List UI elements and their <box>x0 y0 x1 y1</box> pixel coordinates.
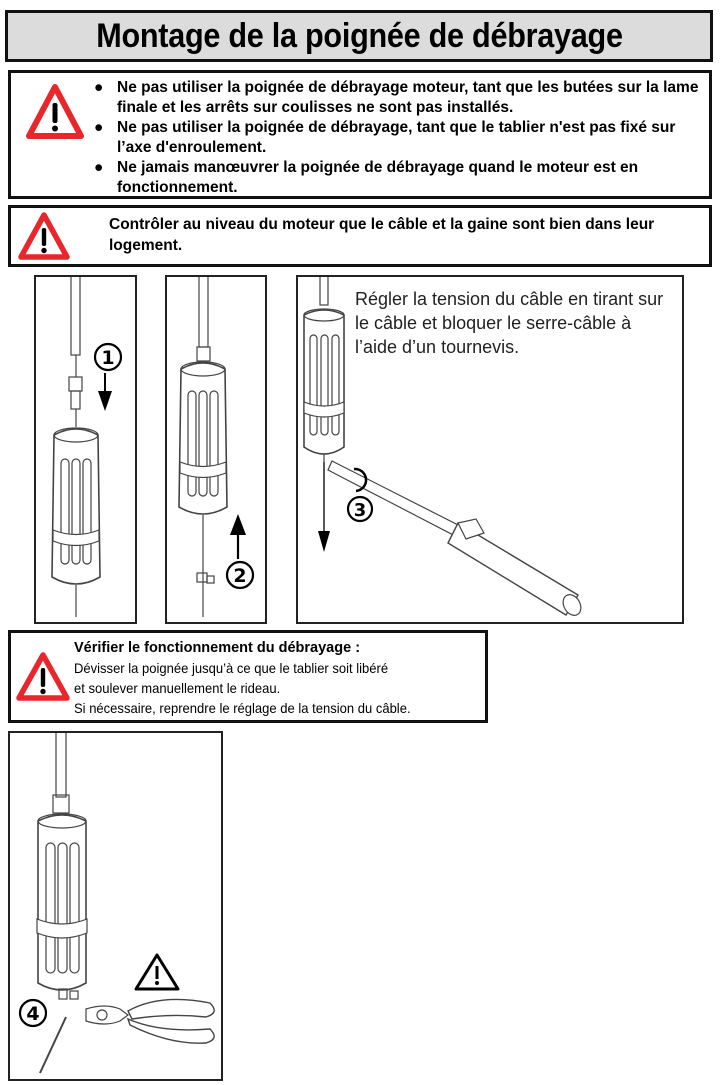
verify-text: Dévisser la poignée jusqu’à ce que le tablier soit libéré et soulever manuellement le rideau. Si nécessaire, reprendre le réglage de la tension du câble. <box>74 660 411 716</box>
warning-item: ● Ne pas utiliser la poignée de débrayage moteur, tant que les butées sur la lame finale et les arrêts sur coulisses ne sont pas installés. <box>94 79 699 116</box>
step-3-number: 3 <box>353 500 367 521</box>
step-2-illustration <box>165 275 267 624</box>
caution-triangle-icon <box>136 955 178 989</box>
arrow-down-icon <box>98 391 112 411</box>
step-3-illustration <box>296 275 684 624</box>
warning-triangle-icon <box>25 83 85 141</box>
warning-box-verify <box>8 630 488 723</box>
warning-item: ● Ne pas utiliser la poignée de débrayage, tant que le tablier n'est pas fixé sur l’axe d'enroulement. <box>94 119 676 156</box>
warning-item: ● Ne jamais manœuvrer la poignée de débrayage quand le moteur est en fonctionnement. <box>94 159 639 196</box>
cut-cable-drawing <box>10 733 221 1079</box>
step-1-illustration <box>34 275 137 624</box>
bullet-icon: ● <box>94 79 104 96</box>
arrow-up-icon <box>230 514 246 535</box>
warning-list <box>91 78 701 198</box>
warning-triangle-icon <box>17 211 71 261</box>
step-1-number: 1 <box>101 347 115 369</box>
cable-clamp-drawing <box>167 277 265 622</box>
warning-box-cable-check <box>8 205 712 267</box>
page-title: Montage de la poignée de débrayage <box>95 16 623 55</box>
step-4-illustration <box>8 731 223 1081</box>
warning-box-primary <box>8 70 712 199</box>
screwdriver-tension-drawing <box>298 277 682 622</box>
bullet-icon: ● <box>94 119 104 136</box>
arrow-down-icon <box>318 531 330 552</box>
handle-insert-drawing <box>36 277 135 622</box>
bullet-icon: ● <box>94 159 104 176</box>
cable-check-text: Contrôler au niveau du moteur que le câble et la gaine sont bien dans leur logement. <box>109 216 655 254</box>
warning-triangle-icon <box>15 651 71 703</box>
page-title-box <box>5 10 713 62</box>
step-2-number: 2 <box>233 565 247 587</box>
step-3-caption: Régler la tension du câble en tirant sur le câble et bloquer le serre-câble à l’aide d’un tournevis. <box>355 289 664 357</box>
verify-heading: Vérifier le fonctionnement du débrayage : <box>74 640 361 656</box>
step-4-number: 4 <box>26 1003 40 1025</box>
